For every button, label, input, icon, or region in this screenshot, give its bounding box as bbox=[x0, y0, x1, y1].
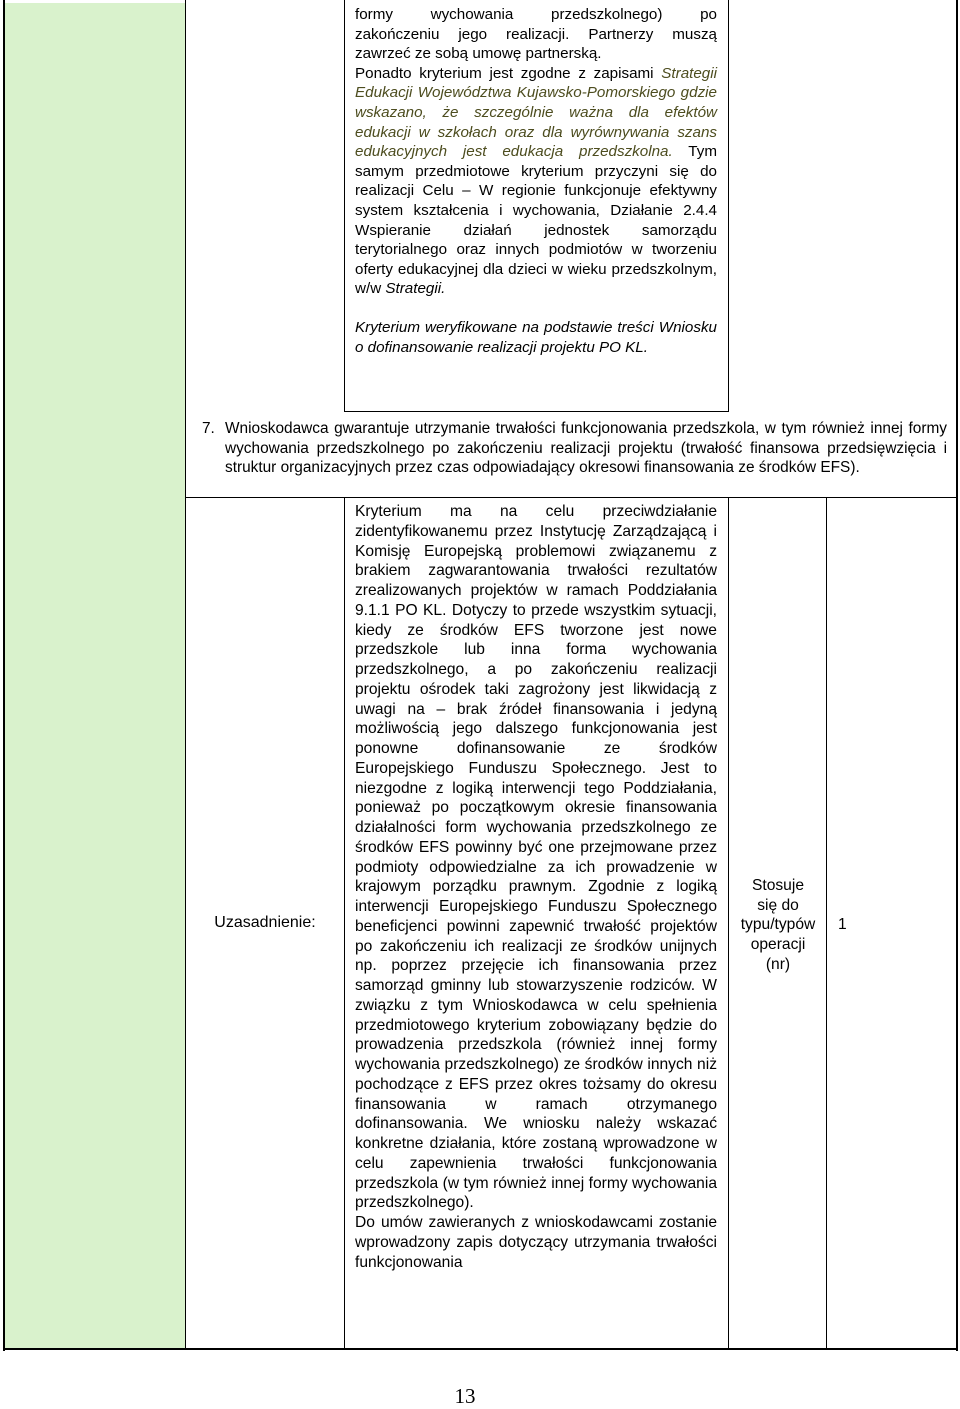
table-border-left bbox=[3, 0, 5, 1351]
criterion-7 bbox=[195, 419, 947, 478]
justification-label: Uzasadnienie: bbox=[214, 914, 316, 931]
strategy-quote: Strategii Edukacji Województwa Kujawsko-Pomorskiego gdzie wskazano, że szczególnie ważna dla efektów edukacji w szkołach oraz dla wyrównywania szans edukacyjnych jest edukacja przedszkolna. bbox=[355, 64, 717, 161]
text-cell-left-border-bottom bbox=[344, 497, 345, 1350]
green-column-right-border bbox=[185, 0, 186, 1350]
justification-text-cell bbox=[355, 502, 717, 1272]
criterion-number: 7. bbox=[202, 420, 215, 437]
text-cell-bottom-border bbox=[344, 411, 729, 412]
applies-line: się do bbox=[757, 896, 799, 914]
criterion-row-bottom-border bbox=[185, 497, 957, 498]
text-line: zawrzeć ze sobą umowę partnerską. bbox=[355, 45, 602, 63]
page-number: 13 bbox=[454, 1384, 476, 1408]
text-line: formy wychowania przedszkolnego) po bbox=[355, 6, 717, 23]
text-cell-left-border-top bbox=[344, 0, 345, 412]
table-border-right bbox=[956, 0, 958, 1351]
criterion-text: Wnioskodawca gwarantuje utrzymanie trwałości funkcjonowania przedszkola, w tym również innej formy wychowania przedszkolnego po zakończeniu realizacji projektu (trwałość finansowa przedsięwzięcia i struktur organizacyjnych przez czas odpowiadający okresowi finansowania ze środków EFS). bbox=[225, 420, 947, 477]
verification-note: Kryterium weryfikowane na podstawie treści Wniosku o dofinansowanie realizacji projektu PO KL. bbox=[355, 318, 717, 356]
justification-text-continued: Do umów zawieranych z wnioskodawcami zostanie wprowadzony zapis dotyczący utrzymania trwałości funkcjonowania bbox=[355, 1214, 717, 1271]
applies-line: Stosuje bbox=[751, 877, 804, 894]
strategy-paragraph: Ponadto kryterium jest zgodne z zapisami Strategii Edukacji Województwa Kujawsko-Pomorskiego gdzie wskazano, że szczególnie ważna dla efektów edukacji w szkołach oraz dla wyrównywania szans edukacyjnych jest edukacja przedszkolna. Tym samym przedmiotowe kryterium przyczyni się do realizacji Celu – W regionie funkcjonuje efektywny system kształcenia i wychowania, Działanie 2.4.4 Wspieranie działań jednostek samorządu terytorialnego oraz innych podmiotów w tworzeniu oferty edukacyjnej dla dzieci w wieku przedszkolnym, w/w Strategii. bbox=[355, 64, 717, 298]
justification-text: Kryterium ma na celu przeciwdziałanie zidentyfikowanemu przez Instytucję Zarządzającą i Komisję Europejską problemowi związanemu z brakiem zagwarantowania trwałości rezultatów zrealizowanych projektów w ramach Poddziałania 9.1.1 PO KL. Dotyczy to przede wszystkim sytuacji, kiedy ze środków EFS tworzone jest nowe przedszkole lub inna forma wychowania przedszkolnego, a po zakończeniu realizacji projektu ośrodek taki zagrożony jest likwidacją z uwagi na – brak źródeł finansowania i jedyną możliwością jego dalszego funkcjonowania jest ponowne dofinansowanie ze środków Europejskiego Funduszu Społecznego. Jest to niezgodne z logiką interwencji tego Poddziałania, ponieważ po początkowym okresie finansowania działalności form wychowania przedszkolnego ze środków EFS powinny być one przejmowane przez podmioty odpowiedzialne za ich prowadzenie w krajowym porządku prawnym. Zgodnie z logiką interwencji Europejskiego Funduszu Społecznego beneficjenci powinni zapewnić trwałość projektów po zakończeniu ich realizacji ze środków unijnych np. poprzez przejęcie ich finansowania przez samorząd gminny lub stowarzyszenie rodziców. W związku z tym Wnioskodawca w celu spełnienia przedmiotowego kryterium zobowiązany będzie do prowadzenia przedszkola (również innej formy wychowania przedszkolnego) ze środków innych niż pochodzące z EFS przez okres tożsamy do okresu finansowania w ramach otrzymanego dofinansowania. We wniosku należy wskazać konkretne działania, które zostaną wprowadzone w celu zapewnienia trwałości funkcjonowania przedszkola (w tym również innej formy wychowania przedszkolnego). bbox=[355, 503, 717, 1212]
table-border-bottom bbox=[3, 1348, 958, 1350]
text-cell-right-border-top bbox=[728, 0, 729, 412]
applies-line: (nr) bbox=[765, 955, 791, 973]
text-line: zakończeniu jego realizacji. Partnerzy muszą bbox=[355, 25, 717, 43]
top-description-cell bbox=[355, 5, 717, 357]
applies-line: operacji bbox=[750, 936, 806, 954]
operation-number: 1 bbox=[838, 916, 847, 933]
applies-line: typu/typów bbox=[740, 916, 816, 934]
green-side-column bbox=[5, 3, 185, 1348]
applies-to-cell bbox=[729, 876, 827, 975]
